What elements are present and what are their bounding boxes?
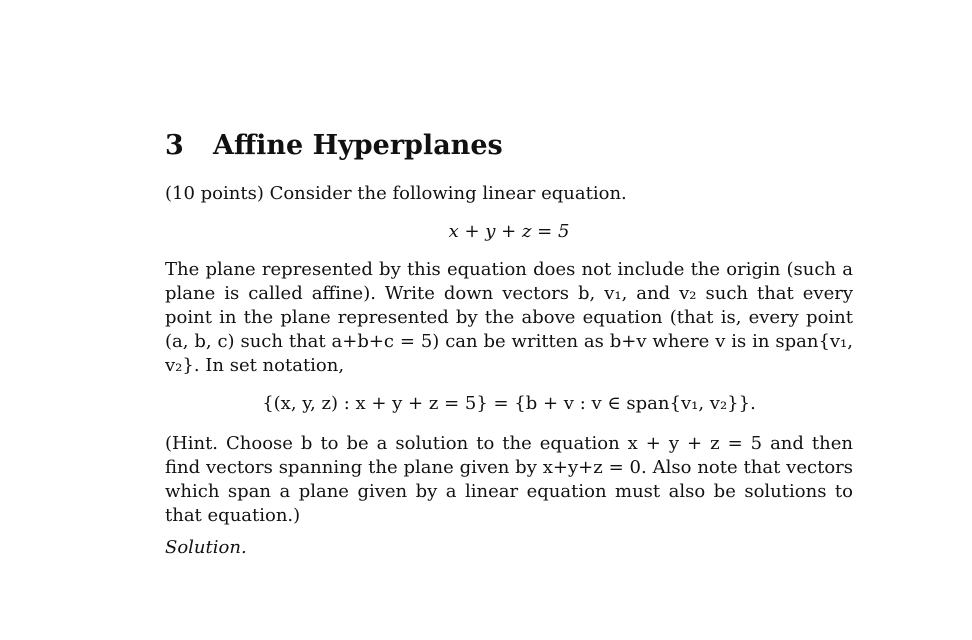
set-notation-text: {(x, y, z) : x + y + z = 5} = {b + v : v ∈ span{v₁, v₂}}. <box>262 393 756 414</box>
problem-intro: (10 points) Consider the following linear equation. <box>165 183 627 204</box>
section-title: Affine Hyperplanes <box>213 130 503 161</box>
linear-equation <box>165 220 853 244</box>
set-notation-equation <box>165 392 853 416</box>
equation-text: x + y + z = 5 <box>448 221 570 242</box>
section-heading <box>165 128 853 164</box>
section-number: 3 <box>165 130 184 161</box>
solution-label: Solution. <box>165 537 247 558</box>
problem-paragraph: The plane represented by this equation does not include the origin (such a plane is called affine). Write down vectors b, v₁, and v₂ such that every point in the plane represented by the above equation (that is, every point (a, b, c) such that a+b+c = 5) can be written as b+v where v is in span{v₁, v₂}. In set notation, <box>165 259 853 376</box>
hint-paragraph: (Hint. Choose b to be a solution to the equation x + y + z = 5 and then find vectors spanning the plane given by x+y+z = 0. Also note that vectors which span a plane given by a linear equation must also be solutions to that equation.) <box>165 433 853 526</box>
document-page <box>165 128 853 560</box>
